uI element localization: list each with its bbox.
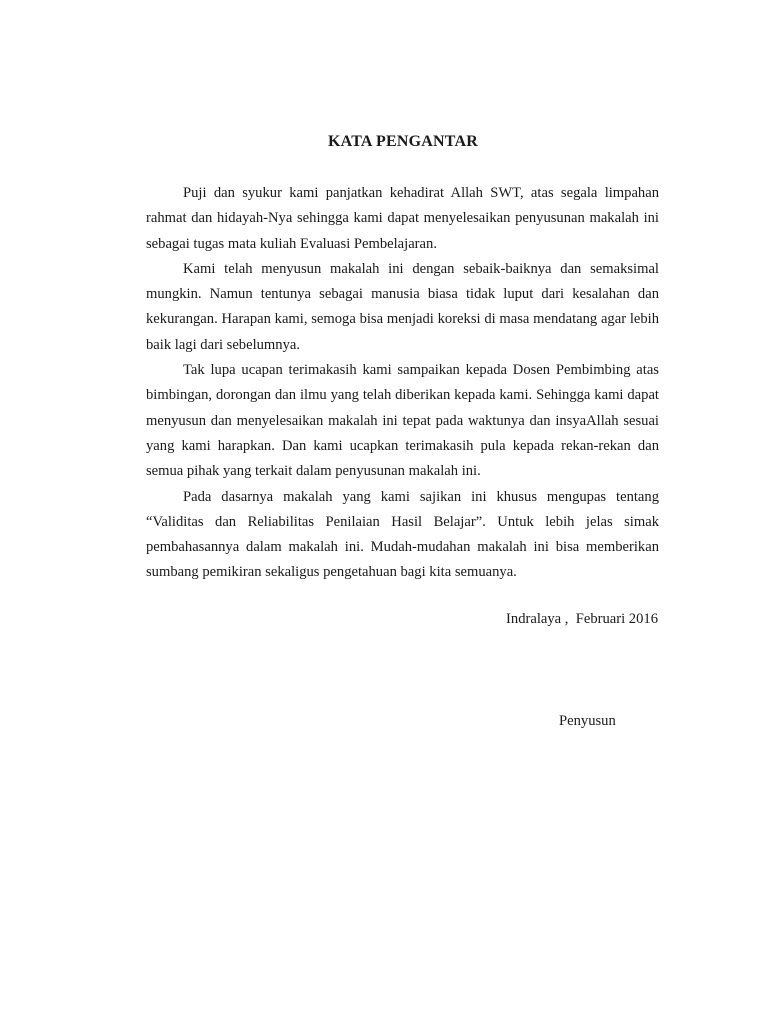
- place-date: Indralaya , Februari 2016: [506, 611, 658, 627]
- document-body: [146, 181, 659, 586]
- paragraph-2: Kami telah menyusun makalah ini dengan sebaik-baiknya dan semaksimal mungkin. Namun tentunya sebagai manusia biasa tidak luput dari kesalahan dan kekurangan. Harapan kami, semoga bisa menjadi koreksi di masa mendatang agar lebih baik lagi dari sebelumnya.: [146, 260, 659, 353]
- paragraph-3: Tak lupa ucapan terimakasih kami sampaikan kepada Dosen Pembimbing atas bimbingan, dorongan dan ilmu yang telah diberikan kepada kami. Sehingga kami dapat menyusun dan menyelesaikan makalah ini tepat pada waktunya dan insyaAllah sesuai yang kami harapkan. Dan kami ucapkan terimakasih pula kepada rekan-rekan dan semua pihak yang terkait dalam penyusunan makalah ini.: [146, 362, 659, 480]
- paragraph-1: Puji dan syukur kami panjatkan kehadirat Allah SWT, atas segala limpahan rahmat dan hidayah-Nya sehingga kami dapat menyelesaikan penyusunan makalah ini sebagai tugas mata kuliah Evaluasi Pembelajaran.: [146, 185, 659, 252]
- paragraph-4: Pada dasarnya makalah yang kami sajikan ini khusus mengupas tentang “Validitas dan Reliabilitas Penilaian Hasil Belajar”. Untuk lebih jelas simak pembahasannya dalam makalah ini. Mudah-mudahan makalah ini bisa memberikan sumbang pemikiran sekaligus pengetahuan bagi kita semuanya.: [146, 488, 659, 581]
- signer-label: Penyusun: [559, 713, 616, 729]
- page-title: KATA PENGANTAR: [328, 133, 478, 150]
